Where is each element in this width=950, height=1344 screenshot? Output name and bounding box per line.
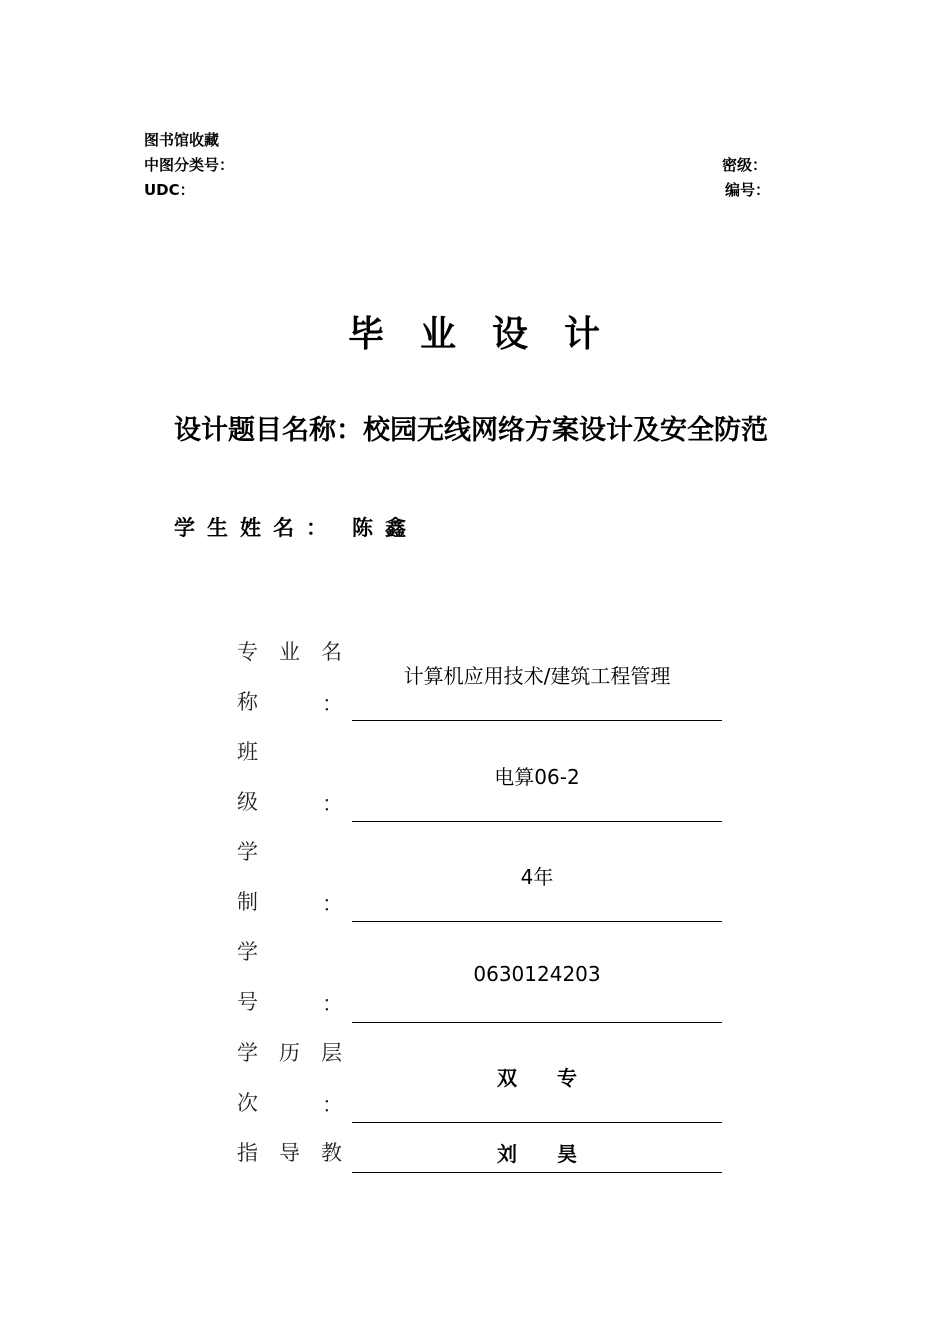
secret-level-label: 密级： — [722, 156, 768, 174]
field-label-student-id-line1: 学 — [237, 940, 258, 964]
field-label-duration-line2: 制 — [237, 890, 258, 914]
library-collection-label: 图书馆收藏 — [144, 131, 220, 149]
field-label-education-line2: 次 — [237, 1091, 258, 1115]
udc-label: UDC： — [144, 181, 195, 199]
field-value-advisor: 刘 昊 — [497, 1142, 577, 1166]
field-label-major-line1: 专业名 — [237, 640, 363, 664]
field-value-student-id: 0630124203 — [473, 962, 601, 986]
page-title: 毕业设计 — [348, 314, 637, 355]
design-topic — [174, 408, 774, 454]
field-underline — [352, 1022, 722, 1023]
clc-label: 中图分类号： — [144, 156, 235, 174]
design-topic-label: 设计题目名称： — [174, 415, 363, 446]
field-label-class-line2: 级 — [237, 790, 258, 814]
field-value-education: 双 专 — [497, 1066, 577, 1090]
field-label-class-line1: 班 — [237, 740, 258, 764]
field-label-education-line1: 学历层 — [237, 1041, 363, 1065]
field-value-duration: 4年 — [520, 865, 554, 889]
field-underline — [352, 720, 722, 721]
field-underline — [352, 821, 722, 822]
student-name-label: 学生姓名： — [174, 516, 339, 540]
design-topic-value: 校园无线网络方案设计及安全防范 — [363, 415, 768, 446]
field-underline — [352, 921, 722, 922]
student-name-value: 陈鑫 — [352, 516, 418, 540]
field-label-duration-line1: 学 — [237, 840, 258, 864]
field-label-major-line2: 称 — [237, 690, 258, 714]
field-colon: ： — [322, 992, 343, 1016]
field-colon: ： — [322, 1093, 343, 1117]
field-value-major: 计算机应用技术/建筑工程管理 — [403, 664, 671, 688]
serial-number-label: 编号： — [725, 181, 771, 199]
field-underline — [352, 1122, 722, 1123]
field-colon: ： — [322, 692, 343, 716]
field-value-class: 电算06-2 — [494, 765, 580, 789]
field-colon: ： — [322, 792, 343, 816]
field-label-advisor-line1: 指导教 — [237, 1141, 363, 1165]
field-label-student-id-line2: 号 — [237, 990, 258, 1014]
field-colon: ： — [322, 892, 343, 916]
field-underline — [352, 1172, 722, 1173]
